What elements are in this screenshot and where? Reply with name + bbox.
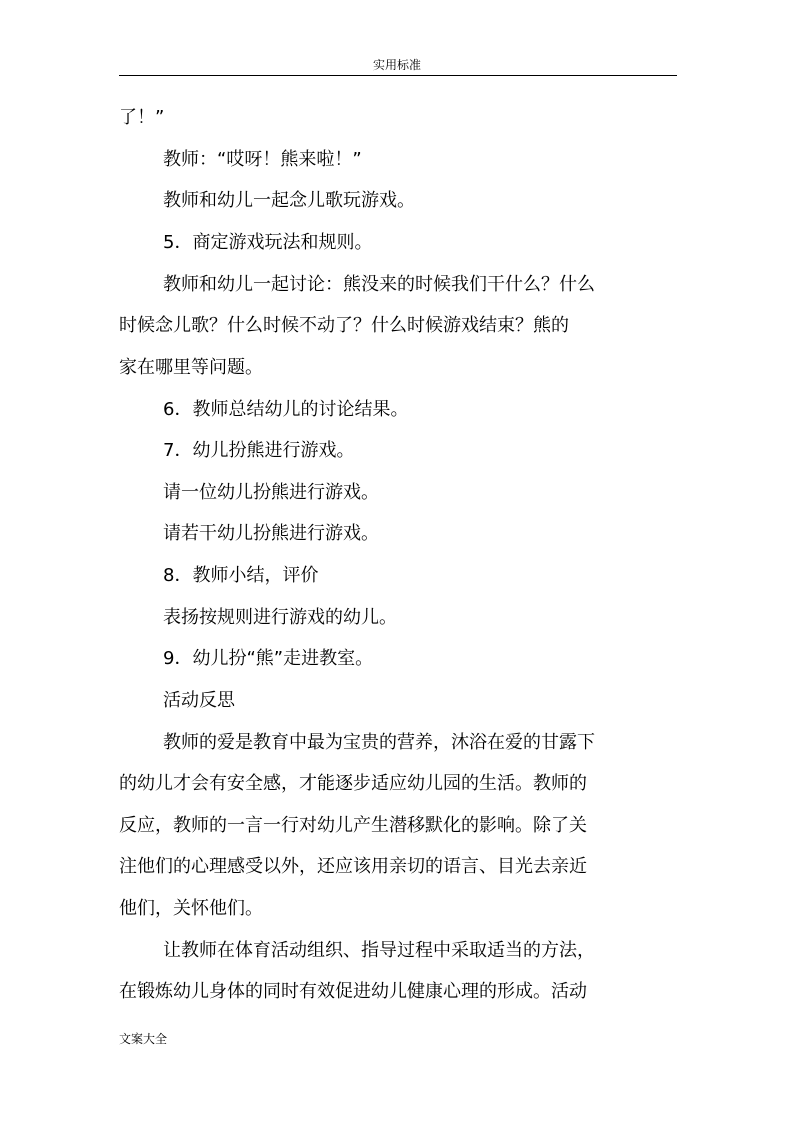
body-line: 家在哪里等问题。 (119, 357, 263, 378)
body-line: 请一位幼儿扮熊进行游戏。 (163, 482, 379, 503)
footer-label: 文案大全 (119, 1032, 168, 1046)
body-line: 了！” (119, 107, 165, 128)
body-line: 他们，关怀他们。 (119, 898, 263, 919)
body-line: 时候念儿歌？什么时候不动了？什么时候游戏结束？熊的 (119, 315, 569, 336)
body-line: 9．幼儿扮“熊”走进教室。 (163, 648, 374, 669)
header-title: 实用标准 (372, 58, 421, 72)
section-heading: 活动反思 (163, 690, 235, 711)
body-line: 8．教师小结，评价 (163, 565, 319, 586)
body-line: 7．幼儿扮熊进行游戏。 (163, 440, 355, 461)
body-line: 注他们的心理感受以外，还应该用亲切的语言、目光去亲近 (119, 856, 587, 877)
header-divider (119, 75, 677, 76)
body-line: 教师的爱是教育中最为宝贵的营养，沐浴在爱的甘露下 (163, 732, 595, 753)
body-line: 6．教师总结幼儿的讨论结果。 (163, 399, 409, 420)
body-line: 在锻炼幼儿身体的同时有效促进幼儿健康心理的形成。活动 (119, 981, 587, 1002)
body-line: 的幼儿才会有安全感，才能逐步适应幼儿园的生活。教师的 (119, 773, 587, 794)
body-line: 教师：“哎呀！熊来啦！” (163, 149, 362, 170)
body-line: 教师和幼儿一起念儿歌玩游戏。 (163, 190, 415, 211)
body-line: 5．商定游戏玩法和规则。 (163, 232, 373, 253)
body-line: 反应，教师的一言一行对幼儿产生潜移默化的影响。除了关 (119, 815, 587, 836)
body-line: 教师和幼儿一起讨论：熊没来的时候我们干什么？什么 (163, 274, 595, 295)
body-line: 让教师在体育活动组织、指导过程中采取适当的方法， (163, 940, 595, 961)
body-line: 请若干幼儿扮熊进行游戏。 (163, 523, 379, 544)
body-line: 表扬按规则进行游戏的幼儿。 (163, 607, 397, 628)
